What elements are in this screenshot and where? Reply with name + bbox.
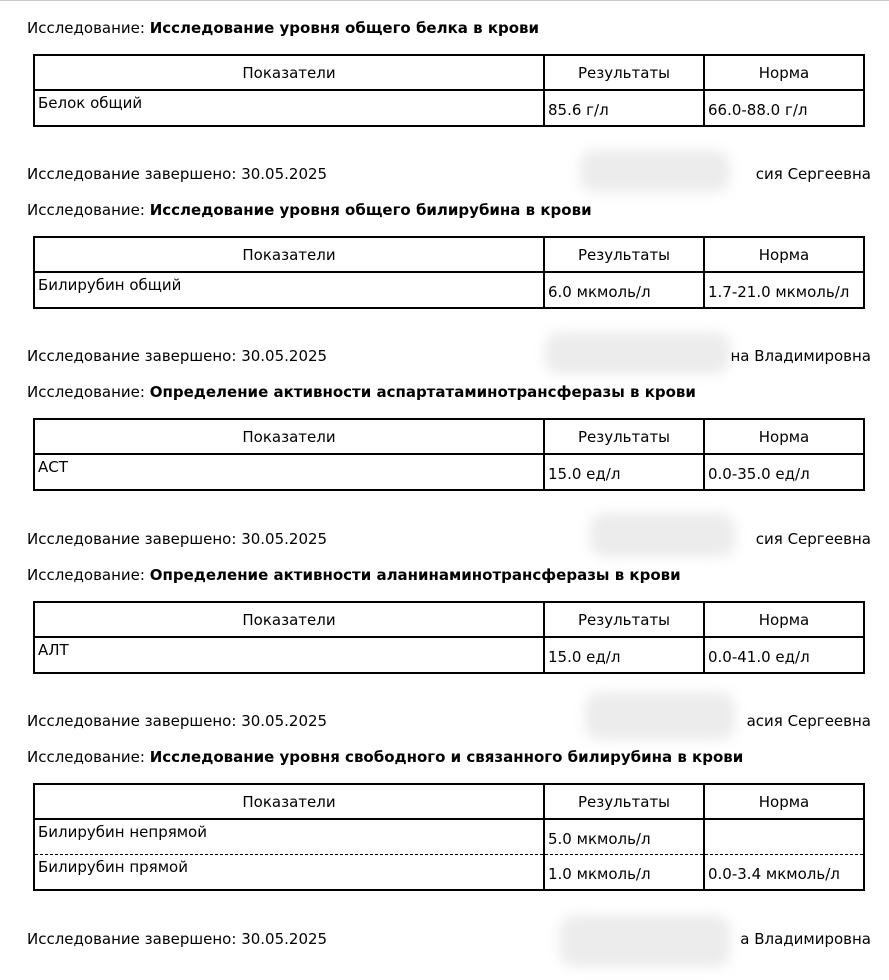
column-header-results: Результаты xyxy=(544,784,704,819)
column-header-results: Результаты xyxy=(544,55,704,90)
indicator-name: АСТ xyxy=(34,454,544,490)
completion-date: 30.05.2025 xyxy=(241,712,328,730)
results-table xyxy=(33,418,865,491)
result-value: 5.0 мкмоль/л xyxy=(544,819,704,855)
norm-range: 0.0-35.0 ед/л xyxy=(704,454,864,490)
indicator-name: Билирубин общий xyxy=(34,272,544,308)
table-row xyxy=(34,272,864,308)
results-table xyxy=(33,54,865,127)
indicator-name: АЛТ xyxy=(34,637,544,673)
table-header-row xyxy=(34,55,864,90)
results-table xyxy=(33,601,865,674)
top-divider xyxy=(0,0,889,1)
study-title: Исследование: Исследование уровня общего белка в крови xyxy=(27,19,540,37)
result-value: 15.0 ед/л xyxy=(544,637,704,673)
redacted-area xyxy=(585,692,735,740)
indicator-name: Белок общий xyxy=(34,90,544,126)
results-table xyxy=(33,236,865,309)
result-value: 6.0 мкмоль/л xyxy=(544,272,704,308)
result-value: 85.6 г/л xyxy=(544,90,704,126)
column-header-results: Результаты xyxy=(544,602,704,637)
column-header-indicators: Показатели xyxy=(34,237,544,272)
result-value: 15.0 ед/л xyxy=(544,454,704,490)
table-header-row xyxy=(34,419,864,454)
completion-date: 30.05.2025 xyxy=(241,930,328,948)
study-title: Исследование: Исследование уровня общего билирубина в крови xyxy=(27,201,592,219)
table-row xyxy=(34,90,864,126)
study-title: Исследование: Определение активности аланинаминотрансферазы в крови xyxy=(27,566,681,584)
norm-range xyxy=(704,819,864,855)
doctor-name: сия Сергеевна xyxy=(755,165,871,183)
indicator-name: Билирубин прямой xyxy=(34,855,544,891)
completion-line: Исследование завершено: 30.05.2025 xyxy=(27,530,328,548)
table-row xyxy=(34,454,864,490)
completion-line: Исследование завершено: 30.05.2025 xyxy=(27,347,328,365)
doctor-name: сия Сергеевна xyxy=(755,530,871,548)
study-title: Исследование: Исследование уровня свободного и связанного билирубина в крови xyxy=(27,748,744,766)
redacted-area xyxy=(580,150,730,192)
column-header-results: Результаты xyxy=(544,237,704,272)
redacted-area xyxy=(560,915,730,967)
redacted-area xyxy=(545,332,730,374)
table-header-row xyxy=(34,784,864,819)
column-header-norm: Норма xyxy=(704,55,864,90)
column-header-norm: Норма xyxy=(704,602,864,637)
column-header-norm: Норма xyxy=(704,784,864,819)
column-header-indicators: Показатели xyxy=(34,55,544,90)
study-title: Исследование: Определение активности аспартатаминотрансферазы в крови xyxy=(27,383,696,401)
indicator-name: Билирубин непрямой xyxy=(34,819,544,855)
doctor-name: асия Сергеевна xyxy=(746,712,871,730)
completion-date: 30.05.2025 xyxy=(241,165,328,183)
completion-line: Исследование завершено: 30.05.2025 xyxy=(27,165,328,183)
completion-date: 30.05.2025 xyxy=(241,347,328,365)
table-row xyxy=(34,637,864,673)
column-header-norm: Норма xyxy=(704,237,864,272)
table-row xyxy=(34,855,864,891)
column-header-results: Результаты xyxy=(544,419,704,454)
table-row xyxy=(34,819,864,855)
norm-range: 66.0-88.0 г/л xyxy=(704,90,864,126)
completion-line: Исследование завершено: 30.05.2025 xyxy=(27,930,328,948)
completion-date: 30.05.2025 xyxy=(241,530,328,548)
table-header-row xyxy=(34,602,864,637)
column-header-indicators: Показатели xyxy=(34,419,544,454)
column-header-indicators: Показатели xyxy=(34,784,544,819)
norm-range: 0.0-41.0 ед/л xyxy=(704,637,864,673)
results-table xyxy=(33,783,865,891)
redacted-area xyxy=(590,513,735,557)
norm-range: 1.7-21.0 мкмоль/л xyxy=(704,272,864,308)
norm-range: 0.0-3.4 мкмоль/л xyxy=(704,855,864,891)
result-value: 1.0 мкмоль/л xyxy=(544,855,704,891)
doctor-name: а Владимировна xyxy=(740,930,871,948)
doctor-name: на Владимировна xyxy=(730,347,871,365)
table-header-row xyxy=(34,237,864,272)
completion-line: Исследование завершено: 30.05.2025 xyxy=(27,712,328,730)
column-header-norm: Норма xyxy=(704,419,864,454)
column-header-indicators: Показатели xyxy=(34,602,544,637)
